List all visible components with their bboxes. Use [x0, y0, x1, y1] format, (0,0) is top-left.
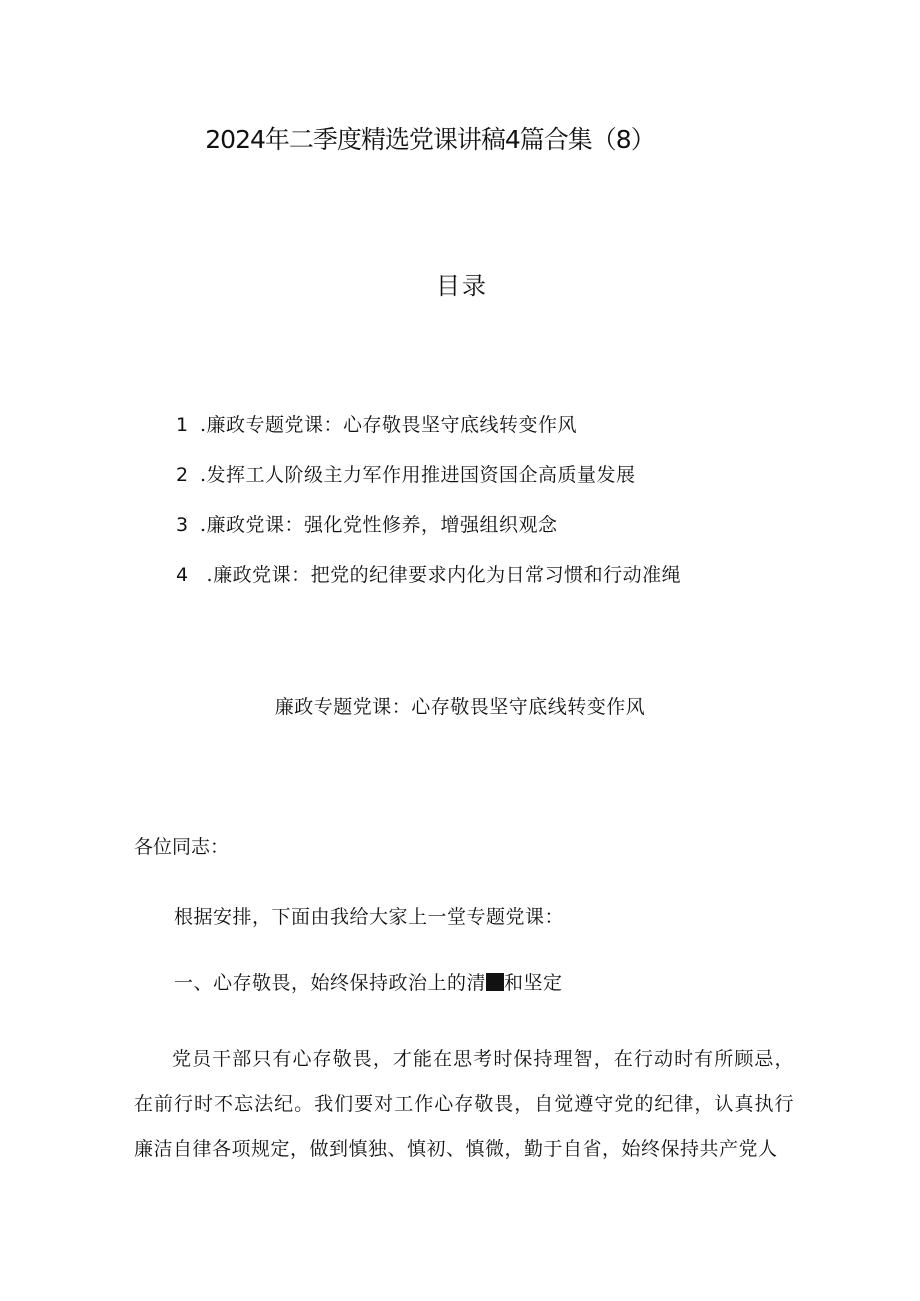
toc-heading: 目录 — [436, 272, 488, 300]
document-title: 2024年二季度精选党课讲稿4篇合集（8） — [205, 125, 655, 154]
toc-item-text: .发挥工人阶级主力军作用推进国资国企高质量发展 — [200, 464, 636, 486]
toc-item[interactable] — [176, 458, 681, 492]
redacted-glyph — [486, 973, 504, 991]
toc-item-number: 4 — [176, 564, 189, 586]
intro-paragraph — [134, 900, 834, 934]
table-of-contents — [176, 408, 681, 608]
heading-text-start: 一、心存敬畏，始终保持政治上的清 — [174, 972, 487, 994]
body-paragraph: 党员干部只有心存敬畏，才能在思考时保持理智，在行动时有所顾忌，在前行时不忘法纪。我们要对工作心存敬畏，自觉遵守党的纪律，认真执行廉洁自律各项规定，做到慎独、慎初、慎微，勤于自省，始终保持共产党人 — [134, 1048, 794, 1160]
toc-item[interactable] — [176, 408, 681, 442]
section-title: 廉政专题党课：心存敬畏坚守底线转变作风 — [274, 696, 646, 718]
toc-item-number: 2 — [176, 464, 189, 486]
toc-item-text: .廉政党课：强化党性修养，增强组织观念 — [200, 514, 558, 536]
heading-text-end: 和坚定 — [504, 972, 563, 994]
toc-item[interactable] — [176, 508, 681, 542]
toc-item[interactable] — [176, 558, 681, 592]
toc-item-number: 3 — [176, 514, 189, 536]
toc-item-text: .廉政党课：把党的纪律要求内化为日常习惯和行动准绳 — [200, 564, 682, 586]
toc-item-text: .廉政专题党课：心存敬畏坚守底线转变作风 — [200, 414, 578, 436]
section-heading-1 — [134, 966, 834, 1000]
toc-item-number: 1 — [176, 414, 189, 436]
intro-text: 根据安排，下面由我给大家上一堂专题党课： — [174, 906, 565, 928]
salutation: 各位同志： — [134, 836, 230, 858]
